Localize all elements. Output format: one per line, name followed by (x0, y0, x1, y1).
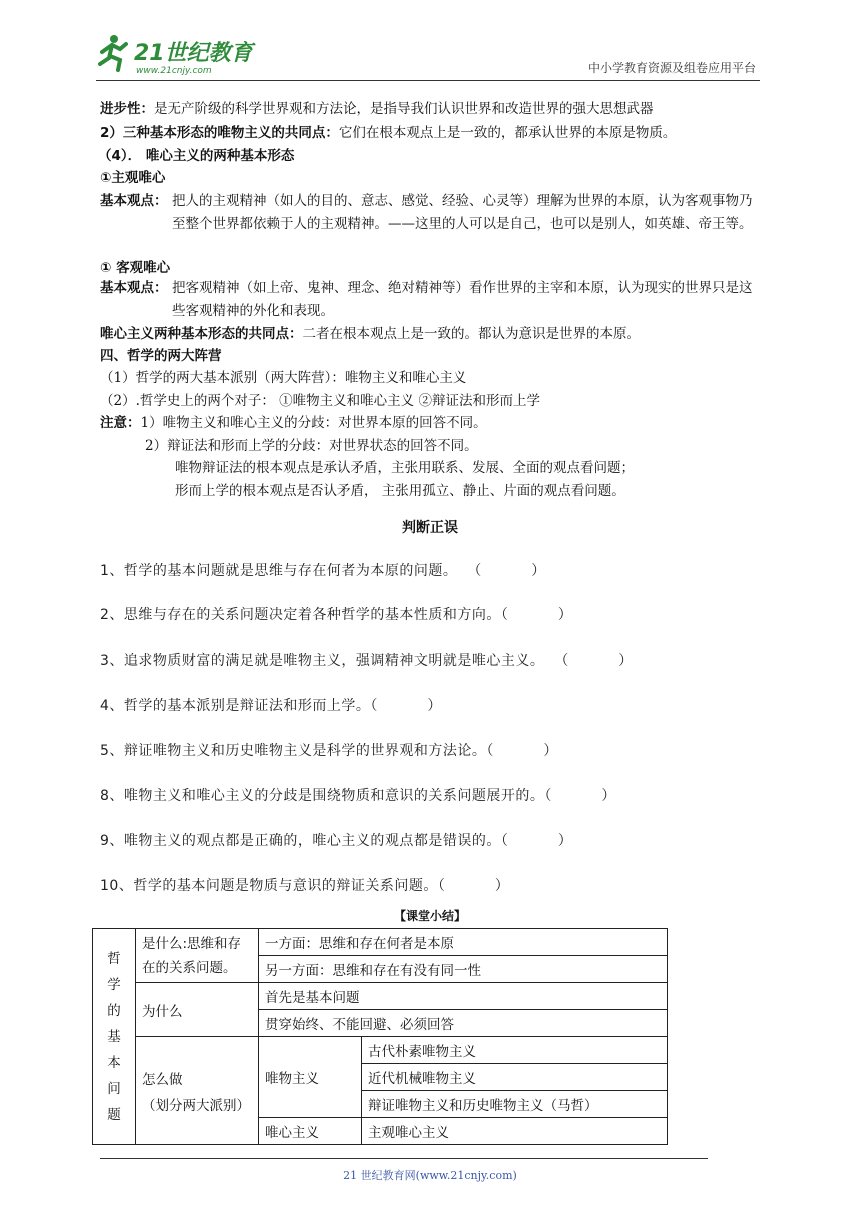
what-1-cell: 一方面：思维和存在何者是本原 (259, 929, 668, 956)
progress-label: 进步性： (100, 101, 154, 117)
note-line-1 (100, 413, 487, 433)
how-cell (136, 1037, 259, 1145)
what-2-cell: 另一方面：思维和存在有没有同一性 (259, 956, 668, 983)
note-1: 1）唯物主义和唯心主义的分歧：对世界本原的回答不同。 (140, 415, 487, 431)
materialism-3-cell: 辩证唯物主义和历史唯物主义（马哲） (362, 1091, 668, 1118)
question-4: 4、哲学的基本派别是辩证法和形而上学。（ ） (100, 698, 442, 714)
side-char: 题 (107, 1106, 121, 1123)
note-2: 2）辩证法和形而上学的分歧：对世界状态的回答不同。 (145, 438, 478, 454)
camps-2: （2）.哲学史上的两个对子： ①唯物主义和唯心主义 ②辩证法和形而上学 (100, 393, 540, 409)
footer-text: 21 世纪教育网(www.21cnjy.com) (343, 1169, 517, 1182)
question-5: 5、辩证唯物主义和历史唯物主义是科学的世界观和方法论。（ ） (100, 743, 558, 759)
why-2-cell: 贯穿始终、不能回避、必须回答 (259, 1010, 668, 1037)
question-1: 1、哲学的基本问题就是思维与存在何者为本原的问题。 （ ） (100, 563, 546, 579)
question-9: 9、唯物主义的观点都是正确的，唯心主义的观点都是错误的。（ ） (100, 833, 573, 849)
idealism-common-line (100, 324, 640, 344)
side-char: 问 (107, 1080, 121, 1097)
how-sub: （划分两大派别） (142, 1097, 250, 1114)
side-char: 本 (107, 1054, 121, 1071)
judge-title: 判断正误 (402, 520, 458, 536)
idealism-cell: 唯心主义 (259, 1118, 362, 1145)
common-line (100, 123, 676, 143)
why-1-cell: 首先是基本问题 (259, 983, 668, 1010)
summary-side-label (93, 929, 136, 1145)
idealism-1-cell: 主观唯心主义 (362, 1118, 668, 1145)
common-text: 它们在根本观点上是一致的，都承认世界的本原是物质。 (338, 125, 677, 141)
question-10: 10、哲学的基本问题是物质与意识的辩证关系问题。（ ） (100, 878, 510, 894)
side-char: 基 (107, 1028, 121, 1045)
idealism-common-text: 二者在根本观点上是一致的。都认为意识是世界的本原。 (302, 326, 640, 342)
subjective-title: ①主观唯心 (100, 170, 166, 186)
materialism-1-cell: 古代朴素唯物主义 (362, 1037, 668, 1064)
logo-text: 21世纪教育 (134, 41, 253, 66)
page-header (96, 30, 760, 81)
what-cell: 是什么:思维和存在的关系问题。 (136, 929, 259, 983)
question-3: 3、追求物质财富的满足就是唯物主义，强调精神文明就是唯心主义。 （ ） (100, 653, 633, 669)
materialism-2-cell: 近代机械唯物主义 (362, 1064, 668, 1091)
side-char: 的 (107, 1002, 121, 1019)
how-label: 怎么做 (142, 1071, 183, 1088)
platform-name: 中小学教育资源及组卷应用平台 (587, 61, 756, 75)
progress-line (100, 99, 654, 119)
question-2: 2、思维与存在的关系问题决定着各种哲学的基本性质和方向。（ ） (100, 607, 573, 623)
camps-title: 四、哲学的两大阵营 (100, 348, 222, 364)
summary-table (92, 928, 668, 1145)
camps-1: （1）哲学的两大基本派别（两大阵营）：唯物主义和唯心主义 (100, 370, 467, 386)
materialism-cell: 唯物主义 (259, 1037, 362, 1118)
runner-icon (100, 35, 126, 70)
objective-label: 基本观点： (100, 280, 168, 296)
site-logo (96, 30, 266, 76)
progress-text: 是无产阶级的科学世界观和方法论，是指导我们认识世界和改造世界的强大思想武器 (154, 101, 654, 117)
objective-text: 把客观精神（如上帝、鬼神、理念、绝对精神等）看作世界的主宰和本原，认为现实的世界只是这些客观精神的外化和表现。 (172, 280, 753, 319)
question-8: 8、唯物主义和唯心主义的分歧是围绕物质和意识的关系问题展开的。（ ） (100, 788, 616, 804)
subjective-text: 把人的主观精神（如人的目的、意志、感觉、经验、心灵等）理解为世界的本原，认为客观事物乃至整个世界都依赖于人的主观精神。——这里的人可以是自己，也可以是别人，如英雄、帝王等。 (172, 193, 753, 232)
note-3: 唯物辩证法的根本观点是承认矛盾，主张用联系、发展、全面的观点看问题； (175, 460, 634, 476)
side-char: 学 (107, 976, 121, 993)
note-label: 注意： (100, 415, 141, 431)
objective-title: ① 客观唯心 (100, 260, 171, 276)
why-cell: 为什么 (136, 983, 259, 1037)
footer-divider (100, 1158, 708, 1159)
idealism-title: （4）． 唯心主义的两种基本形态 (98, 148, 295, 164)
summary-title: 【课堂小结】 (393, 909, 466, 923)
subjective-label: 基本观点： (100, 193, 168, 209)
logo-sub: www.21cnjy.com (136, 66, 212, 76)
idealism-common-label: 唯心主义两种基本形态的共同点： (100, 326, 303, 342)
common-label: 2）三种基本形态的唯物主义的共同点： (100, 125, 339, 141)
side-char: 哲 (107, 950, 121, 967)
note-4: 形而上学的根本观点是否认矛盾， 主张用孤立、静止、片面的观点看问题。 (175, 483, 625, 499)
